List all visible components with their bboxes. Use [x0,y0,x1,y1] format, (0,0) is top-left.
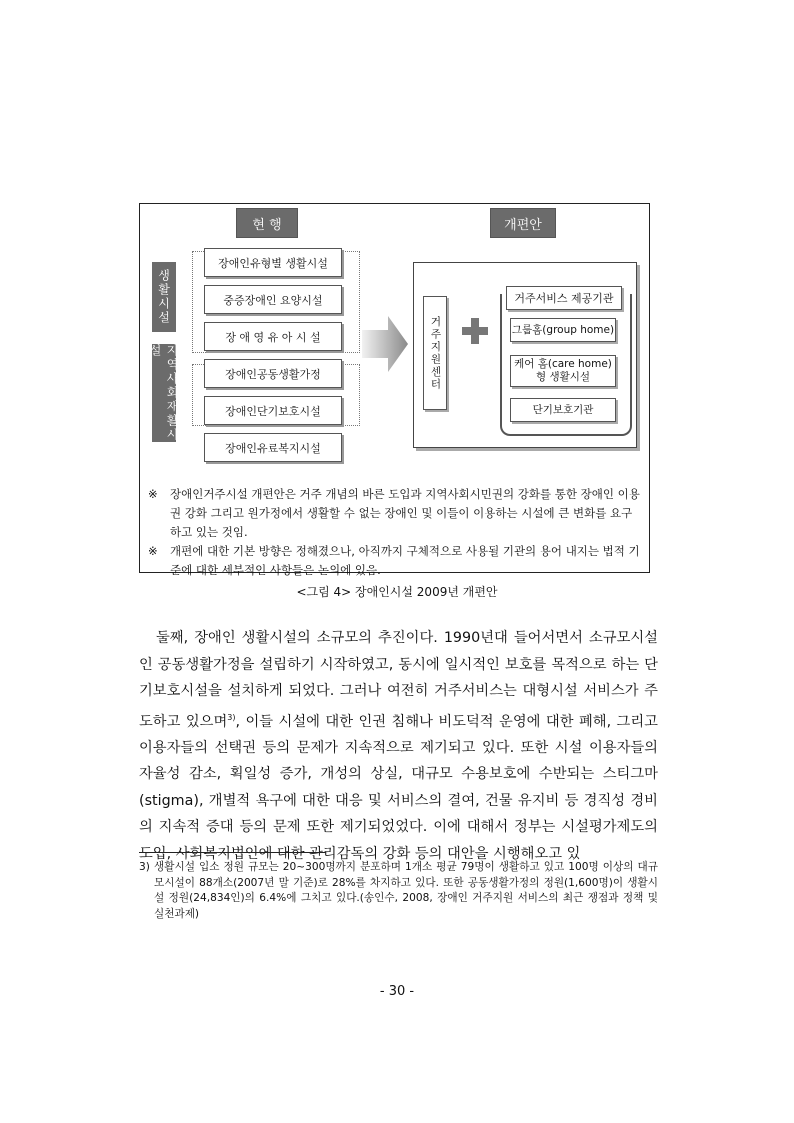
note-1 [148,485,642,542]
figure-reform-diagram [139,203,650,577]
provider-title: 거주서비스 제공기관 [506,286,622,310]
provider-short-term: 단기보호기관 [510,398,616,422]
body-paragraph [139,625,658,867]
arrow-right-icon [362,316,408,372]
body-text-1: 둘째, 장애인 생활시설의 소규모의 추진이다. 1990년대 들어서면서 소규모시설인 공동생활가정을 설립하기 시작하였고, 동시에 일시적인 보호를 목적으로 하는 단기보호시설을 설치하게 되었다. 그러나 여전히 거주서비스는 대형시설 서비스가 주도하고 있으며 [139,630,658,730]
box-short-term-care: 장애인단기보호시설 [204,396,342,425]
provider-care-home: 케어 홈(care home)형 생활시설 [510,355,616,387]
box-paid-welfare: 장애인유료복지시설 [204,433,342,462]
note-mark: ※ [148,487,158,501]
footnote-ref[interactable]: 3) [227,712,236,722]
group-label-community-rehab: 지역사회재활시설 [148,344,179,442]
footnote-number: 3) [139,861,150,873]
group-label-living-facility: 생활시설 [152,262,176,332]
plus-icon [462,318,488,344]
note-2 [148,542,642,580]
figure-caption: <그림 4> 장애인시설 2009년 개편안 [296,585,498,599]
note-text: 장애인거주시설 개편안은 거주 개념의 바른 도입과 지역사회시민권의 강화를 통한 장애인 이용권 강화 그리고 원가정에서 생활할 수 없는 장애인 및 이들이 이용하는 시설에 큰 변화를 요구하고 있는 것임. [170,487,640,539]
residential-support-center: 거주지원센터 [423,296,447,410]
body-text-2: , 이들 시설에 대한 인권 침해나 비도덕적 운영에 대한 폐해, 그리고 이용자들의 선택권 등의 문제가 지속적으로 제기되고 있다. 또한 시설 이용자들의 자율성 감소, 획일성 증가, 개성의 상실, 대규모 수용보호에 수반되는 스티그마(stigma), 개별적 욕구에 대한 대응 및 서비스의 결여, 건물 유지비 등 경직성 경비의 지속적 증대 등의 문제 또한 제기되었었다. 이에 대해서 정부는 시설평가제도의 도입, 사회복지법인에 대한 관리감독의 강화 등의 대안을 시행해오고 있 [139,713,658,862]
box-disability-type-facility: 장애인유형별 생활시설 [204,248,342,277]
footnote-text: 생활시설 입소 정원 규모는 20~300명까지 분포하며 1개소 평균 79명이 생활하고 있고 100명 이상의 대규모시설이 88개소(2007년 말 기준)로 28%를 차지하고 있다. 또한 공동생활가정의 정원(1,600명)이 생활시설 정원(24,834인)의 6.4%에 그치고 있다.(송인수, 2008, 장애인 거주지원 서비스의 최근 쟁점과 정책 및 실천과제) [154,861,658,920]
footnote [139,860,658,922]
current-header: 현 행 [236,208,298,238]
note-mark: ※ [148,544,158,558]
reform-header: 개편안 [490,208,556,238]
provider-group-home: 그룹홈(group home) [510,318,616,342]
page-number: - 30 - [379,984,415,999]
note-text: 개편에 대한 기본 방향은 정해졌으나, 아직까지 구체적으로 사용될 기관의 용어 내지는 법적 기준에 대한 세부적인 사항들은 논의에 있음. [170,544,640,577]
box-infant-facility: 장 애 영 유 아 시 설 [204,322,342,351]
box-group-home: 장애인공동생활가정 [204,359,342,388]
box-severe-care-facility: 중증장애인 요양시설 [204,285,342,314]
footnote-rule [139,852,326,853]
